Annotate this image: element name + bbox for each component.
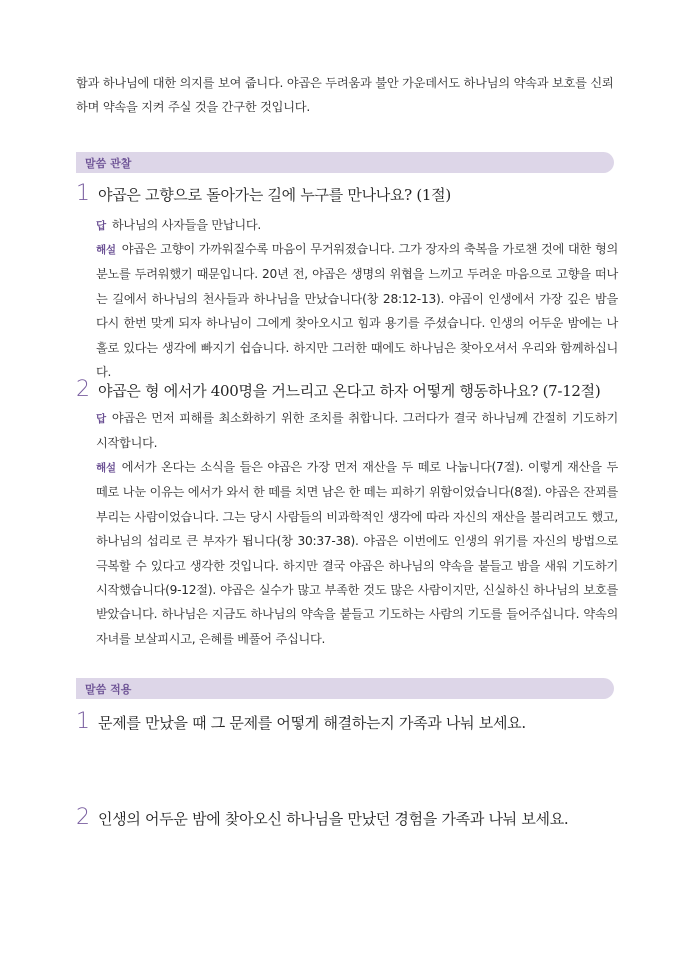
question-text: 인생의 어두운 밤에 찾아오신 하나님을 만났던 경험을 가족과 나눠 보세요. [98, 810, 569, 828]
answer-text: 야곱은 먼저 피해를 최소화하기 위한 조치를 취합니다. 그러다가 결국 하나님께 간절히 기도하기 시작합니다. [96, 411, 618, 451]
explanation-tag: 해설 [96, 462, 116, 474]
question-number: 2 [76, 377, 90, 402]
application-question-1 [76, 711, 621, 733]
answer-block-2 [96, 406, 618, 456]
explanation-text: 야곱은 고향이 가까워질수록 마음이 무거워졌습니다. 그가 장자의 축복을 가로챈 것에 대한 형의 분노를 두려워했기 때문입니다. 20년 전, 야곱은 생명의 위협을 느끼고 두려운 마음으로 고향을 떠나는 길에서 하나님의 천사들과 하나님을 만났습니다(창 28:12-13). 야곱이 인생에서 가장 깊은 밤을 다시 한번 맞게 되자 하나님이 그에게 찾아오시고 힘과 용기를 주셨습니다. 인생의 어두운 밤에는 나 홀로 있다는 생각에 빠지기 쉽습니다. 하지만 그러한 때에도 하나님은 찾아오셔서 우리와 함께하십니다. [96, 242, 618, 380]
intro-paragraph: 함과 하나님에 대한 의지를 보여 줍니다. 야곱은 두려움과 불안 가운데서도 하나님의 약속과 보호를 신뢰하며 약속을 지켜 주실 것을 간구한 것입니다. [76, 76, 614, 114]
question-number: 1 [76, 181, 90, 206]
section-header-observation [76, 152, 614, 173]
observation-question-1 [76, 183, 621, 205]
section-header-application [76, 678, 614, 699]
question-text: 야곱은 형 에서가 400명을 거느리고 온다고 하자 어떻게 행동하나요? (7-12절) [98, 382, 601, 400]
observation-question-2 [76, 379, 621, 401]
question-text: 야곱은 고향으로 돌아가는 길에 누구를 만나나요? (1절) [98, 186, 451, 204]
answer-block-1 [96, 213, 618, 238]
answer-text: 하나님의 사자들을 만납니다. [111, 218, 262, 232]
explanation-block-2 [96, 455, 618, 651]
explanation-block-1 [96, 237, 618, 384]
question-number: 1 [76, 709, 90, 734]
section-title: 말씀 적용 [85, 683, 132, 696]
explanation-text: 에서가 온다는 소식을 들은 야곱은 가장 먼저 재산을 두 떼로 나눕니다(7절). 이렇게 재산을 두 떼로 나눈 이유는 에서가 와서 한 떼를 치면 남은 한 떼는 피하기 위함이었습니다(8절). 야곱은 잔꾀를 부리는 사람이었습니다. 그는 당시 사람들의 비과학적인 생각에 따라 자신의 재산을 불리려고도 했고, 하나님의 섭리로 큰 부자가 됩니다(창 30:37-38). 야곱은 이번에도 인생의 위기를 자신의 방법으로 극복할 수 있다고 생각한 것입니다. 하지만 결국 야곱은 하나님의 약속을 붙들고 밤을 새워 기도하기 시작했습니다(9-12절). 야곱은 실수가 많고 부족한 것도 많은 사람이지만, 신실하신 하나님의 보호를 받았습니다. 하나님은 지금도 하나님의 약속을 붙들고 기도하는 사람의 기도를 들어주십니다. 약속의 자녀를 보살피시고, 은혜를 베풀어 주십니다. [96, 460, 618, 646]
application-question-2 [76, 807, 621, 829]
answer-tag: 답 [96, 220, 106, 232]
question-text: 문제를 만났을 때 그 문제를 어떻게 해결하는지 가족과 나눠 보세요. [98, 714, 526, 732]
explanation-tag: 해설 [96, 244, 116, 256]
answer-tag: 답 [96, 413, 106, 425]
section-title: 말씀 관찰 [85, 157, 132, 170]
question-number: 2 [76, 805, 90, 830]
